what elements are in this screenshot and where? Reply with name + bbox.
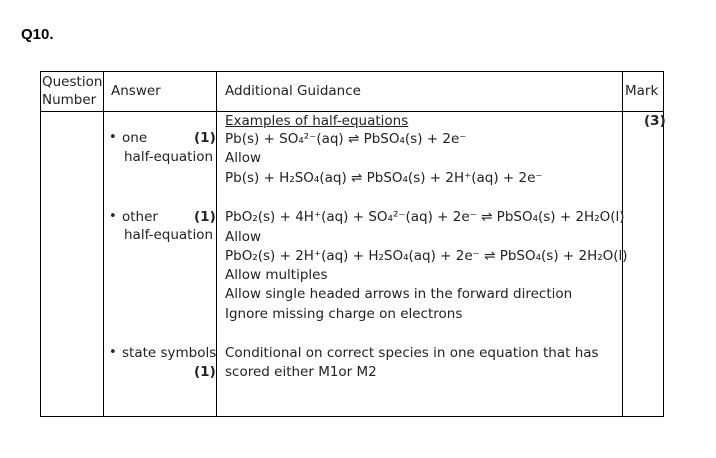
mark-scheme-table <box>40 71 664 417</box>
bullet-icon: • <box>109 209 117 224</box>
total-mark: (3) <box>644 113 666 129</box>
header-divider <box>41 111 663 112</box>
equation-2: Pb(s) + H₂SO₄(aq) ⇌ PbSO₄(s) + 2H⁺(aq) + 2e⁻ <box>225 170 543 186</box>
question-label: Q10. <box>21 26 54 43</box>
bullet-icon: • <box>109 130 117 145</box>
allow-label-2: Allow <box>225 229 262 245</box>
conditional-line-1: Conditional on correct species in one equation that has <box>225 345 599 361</box>
header-guidance: Additional Guidance <box>225 83 361 99</box>
header-question-number-line1: Question <box>42 74 103 90</box>
conditional-line-2: scored either M1or M2 <box>225 364 377 380</box>
bullet-icon: • <box>109 345 117 360</box>
header-answer: Answer <box>111 83 161 99</box>
header-mark: Mark <box>625 83 659 99</box>
allow-multiples: Allow multiples <box>225 267 328 283</box>
answer-one-half-equation: half-equation <box>124 149 214 165</box>
answer-one: one <box>122 130 148 146</box>
equation-1: Pb(s) + SO₄²⁻(aq) ⇌ PbSO₄(s) + 2e⁻ <box>225 131 467 147</box>
header-question-number-line2: Number <box>42 92 97 108</box>
answer-other-half-equation: half-equation <box>124 227 214 243</box>
examples-heading: Examples of half-equations <box>225 113 409 129</box>
answer-state-symbols: state symbols <box>122 345 217 361</box>
ignore-missing-charge: Ignore missing charge on electrons <box>225 306 463 322</box>
answer-other: other <box>122 209 158 225</box>
column-divider <box>622 72 623 416</box>
allow-label-1: Allow <box>225 150 262 166</box>
allow-single-arrows: Allow single headed arrows in the forward direction <box>225 286 573 302</box>
equation-3: PbO₂(s) + 4H⁺(aq) + SO₄²⁻(aq) + 2e⁻ ⇌ PbSO₄(s) + 2H₂O(l) <box>225 209 625 225</box>
answer-one-mark: (1) <box>194 130 216 146</box>
column-divider <box>216 72 217 416</box>
equation-4: PbO₂(s) + 2H⁺(aq) + H₂SO₄(aq) + 2e⁻ ⇌ PbSO₄(s) + 2H₂O(l) <box>225 248 628 264</box>
column-divider <box>103 72 104 416</box>
answer-other-mark: (1) <box>194 209 216 225</box>
answer-state-symbols-mark: (1) <box>194 364 216 380</box>
